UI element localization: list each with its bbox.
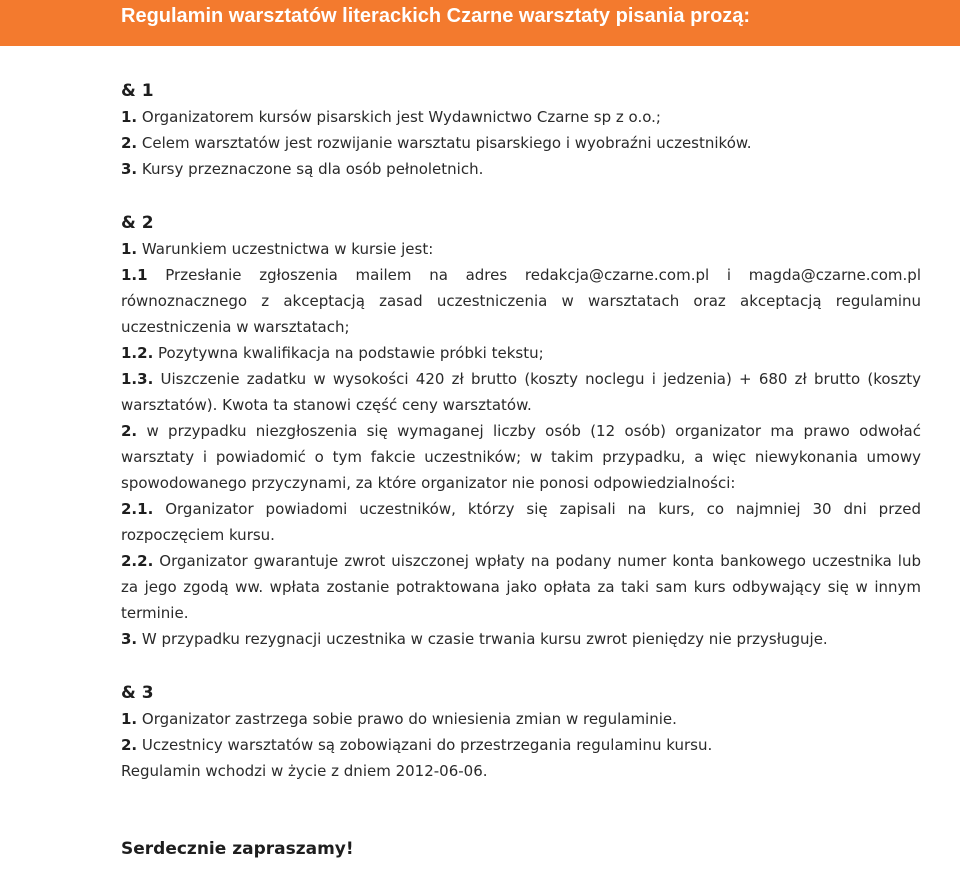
closing-invitation: Serdecznie zapraszamy! xyxy=(121,839,354,859)
section-heading-2: & 2 xyxy=(121,213,154,233)
section-1-item-1: 1. Organizatorem kursów pisarskich jest Wydawnictwo Czarne sp z o.o.; xyxy=(121,108,661,126)
header-bar xyxy=(0,0,960,46)
page-title: Regulamin warsztatów literackich Czarne warsztaty pisania prozą: xyxy=(121,5,751,27)
section-1-item-2: 2. Celem warsztatów jest rozwijanie warsztatu pisarskiego i wyobraźni uczestników. xyxy=(121,134,752,152)
section-2-item-2-2: 2.2. Organizator gwarantuje zwrot uiszczonej wpłaty na podany numer konta bankowego uczestnika lub za jego zgodą ww. wpłata zostanie potraktowana jako opłata za taki sam kurs odbywający się w innym terminie. xyxy=(121,552,921,622)
section-2-item-2: 2. w przypadku niezgłoszenia się wymaganej liczby osób (12 osób) organizator ma prawo odwołać warsztaty i powiadomić o tym fakcie uczestników; w takim przypadku, a więc niewykonania umowy spowodowanego przyczynami, za które organizator nie ponosi odpowiedzialności: xyxy=(121,422,921,492)
section-2-item-1-3: 1.3. Uiszczenie zadatku w wysokości 420 zł brutto (koszty noclegu i jedzenia) + 680 zł brutto (koszty warsztatów). Kwota ta stanowi część ceny warsztatów. xyxy=(121,370,921,414)
section-heading-1: & 1 xyxy=(121,81,154,101)
section-3-item-2: 2. Uczestnicy warsztatów są zobowiązani do przestrzegania regulaminu kursu. xyxy=(121,736,713,754)
section-heading-3: & 3 xyxy=(121,683,154,703)
effective-date: Regulamin wchodzi w życie z dniem 2012-06-06. xyxy=(121,762,488,780)
section-2-item-1-2: 1.2. Pozytywna kwalifikacja na podstawie próbki tekstu; xyxy=(121,344,544,362)
section-2-item-3: 3. W przypadku rezygnacji uczestnika w czasie trwania kursu zwrot pieniędzy nie przysługuje. xyxy=(121,630,828,648)
section-2-item-1: 1. Warunkiem uczestnictwa w kursie jest: xyxy=(121,240,434,258)
section-2-item-1-1: 1.1 Przesłanie zgłoszenia mailem na adres redakcja@czarne.com.pl i magda@czarne.com.pl równoznacznego z akceptacją zasad uczestniczenia w warsztatach oraz akceptacją regulaminu uczestniczenia w warsztatach; xyxy=(121,266,921,336)
regulations-body xyxy=(121,78,921,862)
section-1-item-3: 3. Kursy przeznaczone są dla osób pełnoletnich. xyxy=(121,160,484,178)
section-3-item-1: 1. Organizator zastrzega sobie prawo do wniesienia zmian w regulaminie. xyxy=(121,710,677,728)
section-2-item-2-1: 2.1. Organizator powiadomi uczestników, którzy się zapisali na kurs, co najmniej 30 dni przed rozpoczęciem kursu. xyxy=(121,500,921,544)
